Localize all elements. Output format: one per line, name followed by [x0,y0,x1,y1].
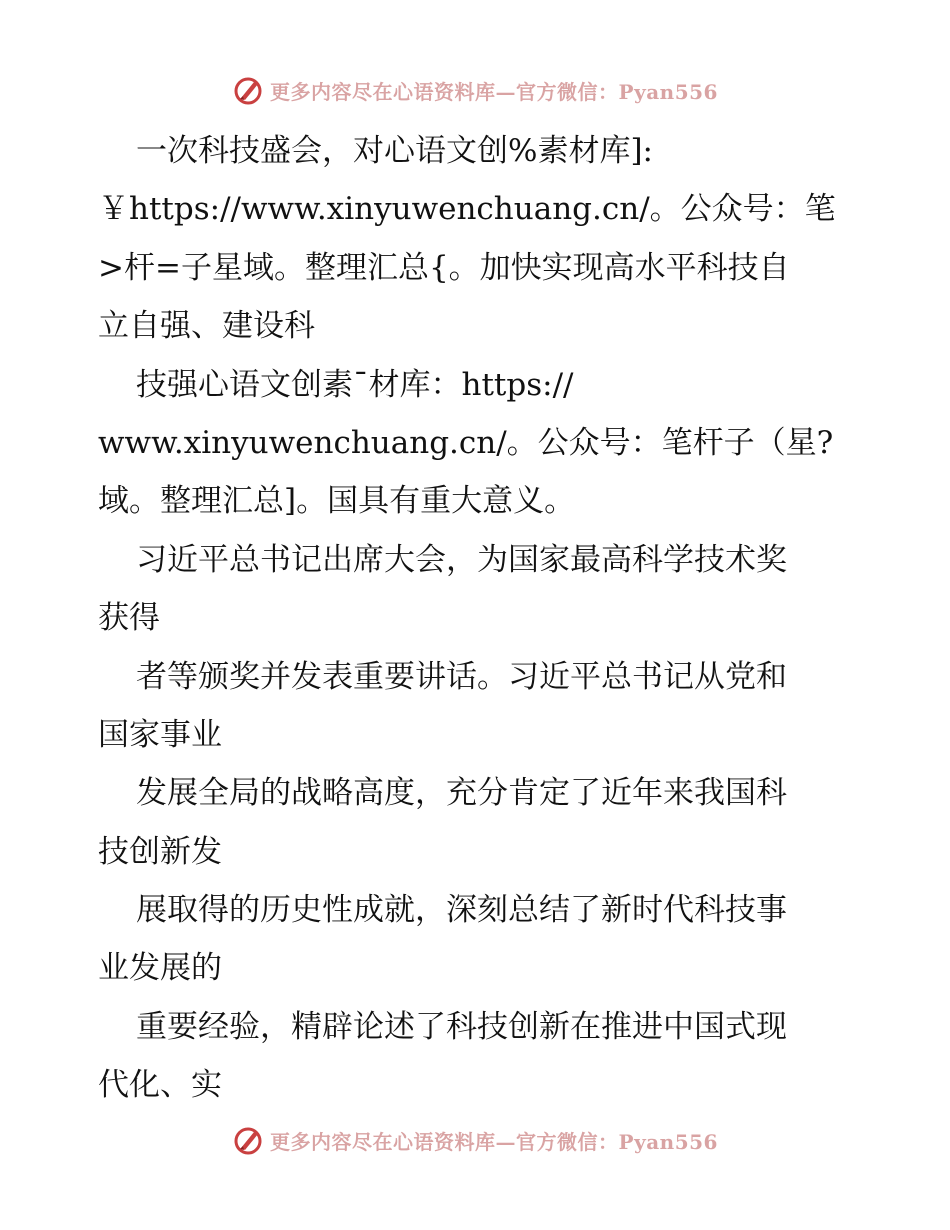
text-line: 业发展的 [98,950,222,987]
text-line: 者等颁奖并发表重要讲话。习近平总书记从党和 [136,658,787,695]
text-line: ￥https://www.xinyuwenchuang.cn/。公众号：笔 [98,191,836,228]
text-line: >杆=子星域。整理汇总{。加快实现高水平科技自 [98,249,790,286]
header-banner [0,70,950,110]
footer-banner-text: 更多内容尽在心语资料库—官方微信：Pyan556 [270,1129,718,1154]
text-line: 展取得的历史性成就，深刻总结了新时代科技事 [136,892,787,929]
text-line: 代化、实 [98,1067,222,1104]
body-text [98,122,858,1115]
text-line: 获得 [98,600,160,637]
text-line: 立自强、建设科 [98,308,315,345]
text-line: 技强心语文创素¯材库：https:// [136,366,574,403]
text-line: 国家事业 [98,716,222,753]
text-line: www.xinyuwenchuang.cn/。公众号：笔杆子（星? [98,424,834,461]
text-line: 发展全局的战略高度，充分肯定了近年来我国科 [136,775,787,812]
footer-banner [0,1120,950,1160]
text-line: 域。整理汇总]。国具有重大意义。 [98,483,576,520]
brush-pen-icon [232,74,264,106]
text-line: 习近平总书记出席大会，为国家最高科学技术奖 [136,541,787,578]
text-line: 一次科技盛会，对心语文创%素材库]: [136,133,653,169]
header-banner-text: 更多内容尽在心语资料库—官方微信：Pyan556 [270,79,718,104]
text-line: 重要经验，精辟论述了科技创新在推进中国式现 [136,1008,787,1045]
text-line: 技创新发 [98,833,222,870]
brush-pen-icon [232,1124,264,1156]
